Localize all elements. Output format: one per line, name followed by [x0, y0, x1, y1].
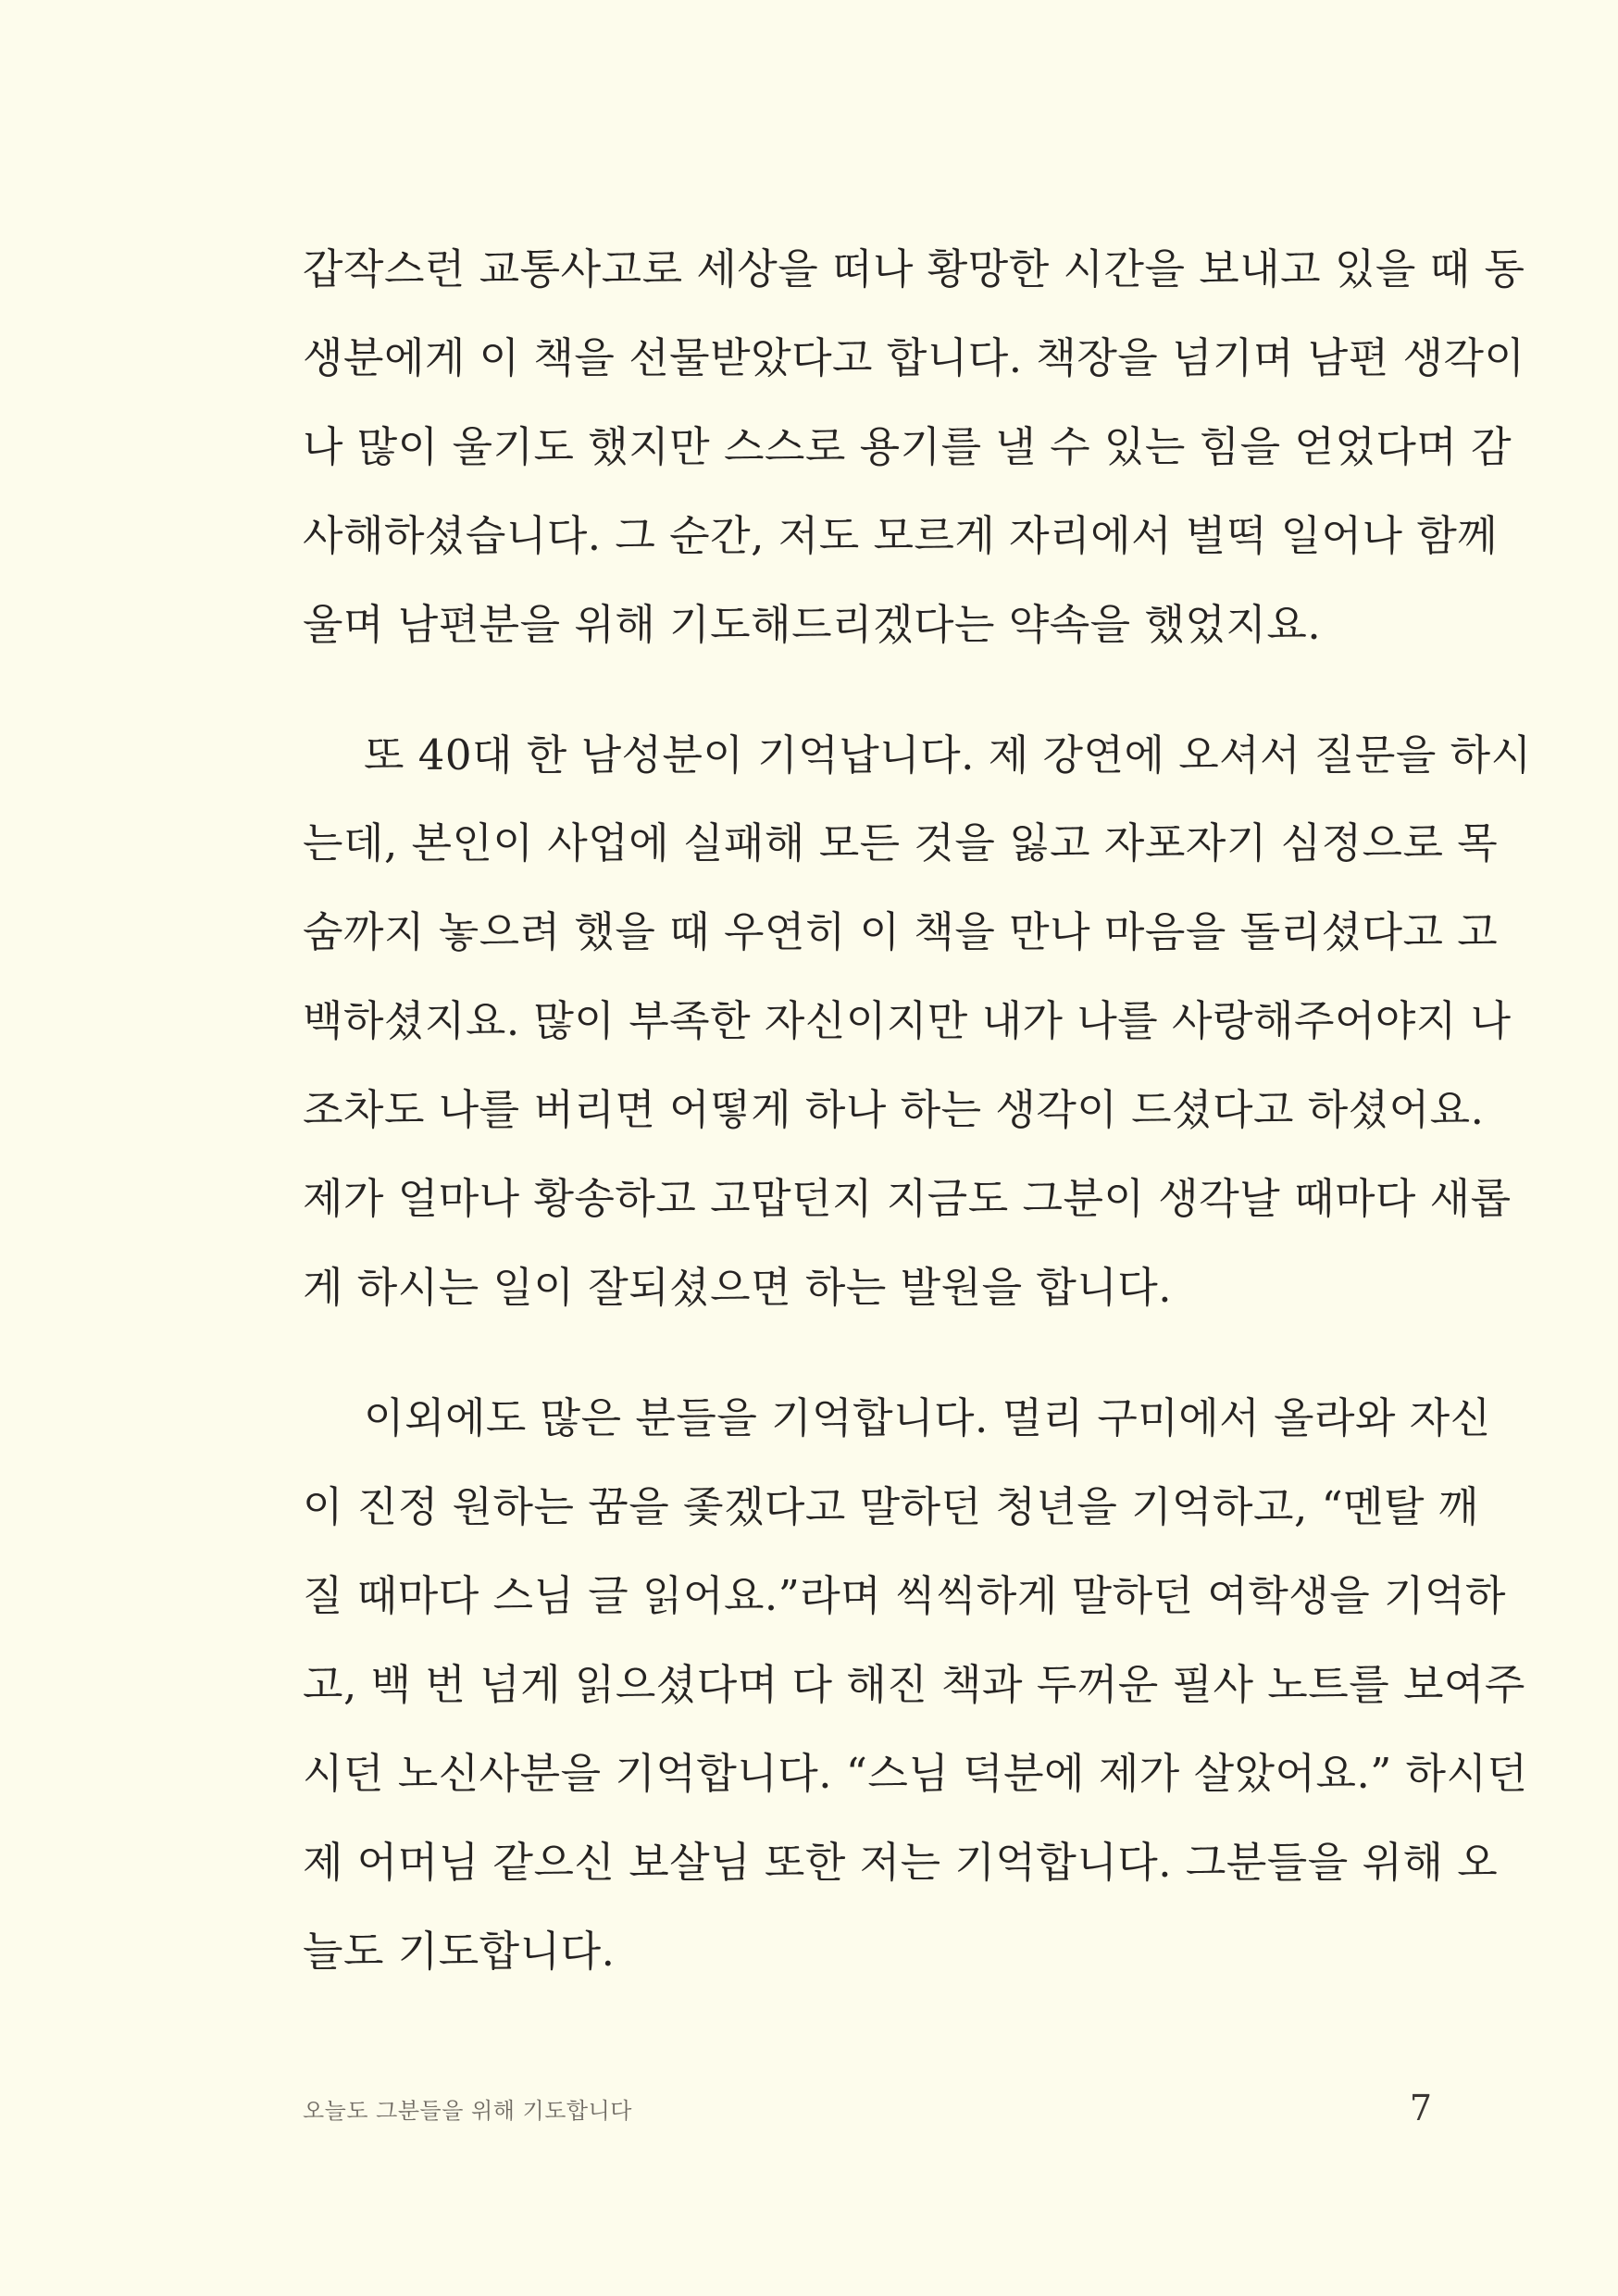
paragraph-line: 나 많이 울기도 했지만 스스로 용기를 낼 수 있는 힘을 얻었다며 감	[303, 422, 1512, 471]
paragraph-line: 갑작스런 교통사고로 세상을 떠나 황망한 시간을 보내고 있을 때 동	[303, 244, 1525, 293]
paragraph-line: 제 어머님 같으신 보살님 또한 저는 기억합니다. 그분들을 위해 오	[303, 1838, 1499, 1887]
running-footer-title: 오늘도 그분들을 위해 기도합니다	[303, 2098, 632, 2124]
paragraph-line: 시던 노신사분을 기억합니다. “스님 덕분에 제가 살았어요.” 하시던	[303, 1749, 1528, 1798]
paragraph-line: 사해하셨습니다. 그 순간, 저도 모르게 자리에서 벌떡 일어나 함께	[303, 511, 1499, 560]
paragraph-line: 숨까지 놓으려 했을 때 우연히 이 책을 만나 마음을 돌리셨다고 고	[303, 907, 1499, 956]
paragraph-line: 늘도 기도합니다.	[303, 1927, 616, 1976]
paragraph-line: 조차도 나를 버리면 어떻게 하나 하는 생각이 드셨다고 하셨어요.	[303, 1085, 1485, 1134]
paragraph-line: 는데, 본인이 사업에 실패해 모든 것을 잃고 자포자기 심정으로 목	[303, 818, 1499, 867]
paragraph-line: 또 40대 한 남성분이 기억납니다. 제 강연에 오셔서 질문을 하시	[364, 730, 1532, 780]
paragraph-line: 생분에게 이 책을 선물받았다고 합니다. 책장을 넘기며 남편 생각이	[303, 333, 1525, 382]
paragraph-line: 이 진정 원하는 꿈을 좇겠다고 말하던 청년을 기억하고, “멘탈 깨	[303, 1482, 1479, 1531]
paragraph-line: 고, 백 번 넘게 읽으셨다며 다 해진 책과 두꺼운 필사 노트를 보여주	[303, 1660, 1525, 1709]
paragraph-line: 울며 남편분을 위해 기도해드리겠다는 약속을 했었지요.	[303, 600, 1322, 649]
paragraph-line: 질 때마다 스님 글 읽어요.”라며 씩씩하게 말하던 여학생을 기억하	[303, 1571, 1506, 1620]
paragraph-line: 게 하시는 일이 잘되셨으면 하는 발원을 합니다.	[303, 1263, 1173, 1312]
paragraph-line: 제가 얼마나 황송하고 고맙던지 지금도 그분이 생각날 때마다 새롭	[303, 1174, 1512, 1223]
page-number: 7	[1409, 2088, 1432, 2128]
paragraph-line: 백하셨지요. 많이 부족한 자신이지만 내가 나를 사랑해주어야지 나	[303, 996, 1512, 1045]
paragraph-line: 이외에도 많은 분들을 기억합니다. 멀리 구미에서 올라와 자신	[364, 1393, 1491, 1442]
